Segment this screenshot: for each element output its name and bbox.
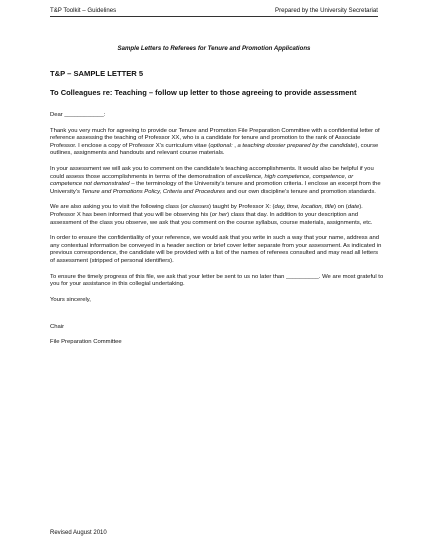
document-subtitle: Sample Letters to Referees for Tenure and Promotion Applications: [117, 45, 311, 52]
closing: Yours sincerely,: [50, 296, 91, 303]
salutation: Dear ____________:: [50, 112, 106, 118]
signature-committee: File Preparation Committee: [50, 338, 122, 345]
letter-heading: To Colleagues re: Teaching – follow up letter to those agreeing to provide assessment: [50, 88, 357, 97]
paragraph-2: In your assessment we will ask you to comment on the candidate’s teaching accomplishments. It would also be helpful if you could assess those accomplishments in terms of the demonstration of excellence, high competence, competence, or competence not demonstrated – the terminology of the University’s tenure and promotion criteria. I enclose an excerpt from the University’s Tenure and Promotions Policy, Criteria and Procedures and our own discipline’s tenure and promotion standards.: [50, 165, 381, 195]
paragraph-5: To ensure the timely progress of this file, we ask that your letter be sent to us no later than __________. We are most grateful to you for your assistance in this collegial undertaking.: [50, 273, 384, 288]
signature-role: Chair: [50, 324, 65, 331]
header-right: Prepared by the University Secretariat: [275, 7, 378, 14]
paragraph-4: In order to ensure the confidentiality of your reference, we would ask that you write in such a way that your name, address and any contextual information be conveyed in a header section or brief cover letter separate from your assessment. As indicated in previous correspondence, the candidate will be provided with a list of the names of referees consulted and may read all letters of assessment (stripped of personal identifiers).: [50, 235, 382, 264]
header-left: T&P Toolkit – Guidelines: [50, 7, 117, 14]
letter-body: [50, 112, 384, 354]
footer-revised: Revised August 2010: [50, 530, 107, 536]
paragraph-3: We are also asking you to visit the following class (or classes) taught by Professor X: (day, time, location, title) on (date). Professor X has been informed that you will be observing his (or her) class that day. In addition to your description and assessment of the class you observe, we ask that you comment on the course syllabus, course materials, assignments, etc.: [50, 204, 373, 226]
paragraph-1: Thank you very much for agreeing to provide our Tenure and Promotion File Preparation Committee with a confidential letter of reference assessing the teaching of Professor XX, who is a candidate for tenure and promotion to the rank of Associate Professor. I enclose a copy of Professor X’s curriculum vitae (optional: , a teaching dossier prepared by the candidate), course outlines, assignments and handouts and relevant course materials.: [50, 127, 380, 157]
letter-title: T&P – SAMPLE LETTER 5: [50, 69, 144, 78]
header-rule: [50, 16, 378, 17]
